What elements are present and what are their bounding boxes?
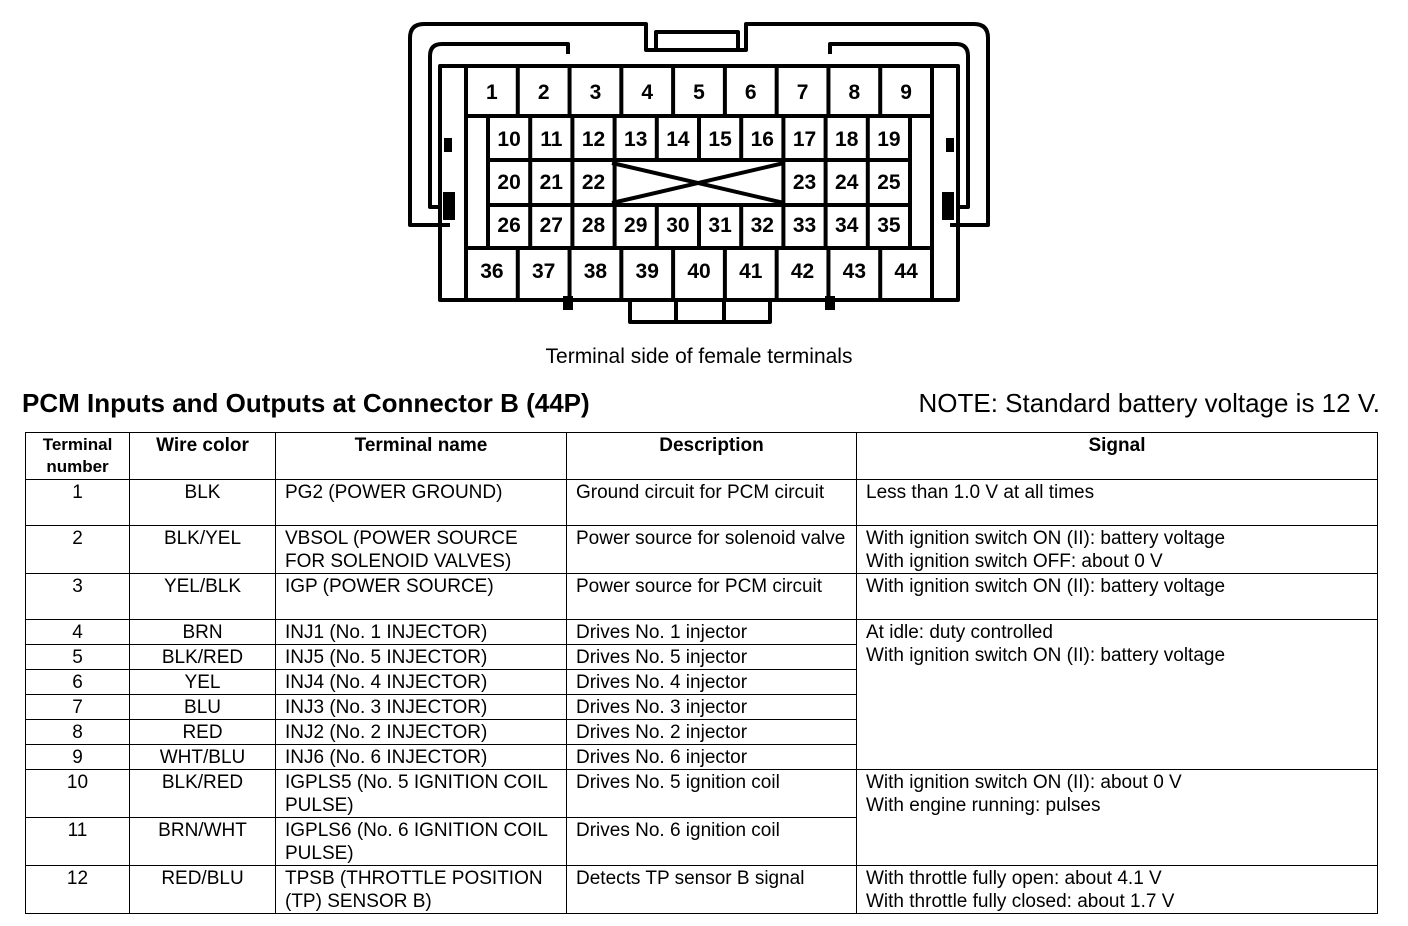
description: Power source for solenoid valve (567, 526, 857, 574)
terminal-number: 11 (26, 818, 130, 866)
terminal-19: 19 (877, 128, 901, 151)
terminal-9: 9 (900, 81, 912, 104)
description: Drives No. 1 injector (567, 620, 857, 645)
description: Drives No. 3 injector (567, 695, 857, 720)
terminal-13: 13 (624, 128, 648, 151)
terminal-name: INJ3 (No. 3 INJECTOR) (276, 695, 567, 720)
header-terminal-name: Terminal name (276, 433, 567, 480)
terminal-17: 17 (792, 128, 817, 151)
description: Drives No. 6 injector (567, 745, 857, 770)
pinout-table (25, 432, 1378, 914)
terminal-name: PG2 (POWER GROUND) (276, 480, 567, 526)
locking-tab (656, 32, 738, 50)
voltage-note: NOTE: Standard battery voltage is 12 V. (918, 388, 1380, 418)
terminal-39: 39 (635, 260, 659, 283)
bottom-tab (630, 300, 770, 322)
terminal-name: INJ4 (No. 4 INJECTOR) (276, 670, 567, 695)
header-description: Description (567, 433, 857, 480)
wire-color: RED (130, 720, 276, 745)
terminal-number: 6 (26, 670, 130, 695)
description: Drives No. 6 ignition coil (567, 818, 857, 866)
description: Drives No. 4 injector (567, 670, 857, 695)
terminal-20: 20 (497, 171, 521, 194)
terminal-33: 33 (792, 214, 817, 237)
latch-right (942, 192, 954, 220)
table-row (26, 620, 1378, 645)
terminal-34: 34 (835, 214, 859, 237)
terminal-21: 21 (539, 171, 563, 194)
terminal-12: 12 (581, 128, 606, 151)
terminal-43: 43 (842, 260, 867, 283)
terminal-number: 1 (26, 480, 130, 526)
terminal-2: 2 (537, 81, 550, 104)
signal: At idle: duty controlled With ignition switch ON (II): battery voltage (857, 620, 1378, 770)
terminal-29: 29 (624, 214, 648, 237)
connector-diagram (0, 0, 1408, 340)
terminal-23: 23 (792, 171, 817, 194)
terminal-number: 3 (26, 574, 130, 620)
terminal-5: 5 (693, 81, 705, 104)
terminal-25: 25 (877, 171, 901, 194)
wire-color: BRN/WHT (130, 818, 276, 866)
signal: With ignition switch ON (II): about 0 V With engine running: pulses (857, 770, 1378, 866)
terminal-name: IGPLS6 (No. 6 IGNITION COIL PULSE) (276, 818, 567, 866)
description: Drives No. 2 injector (567, 720, 857, 745)
terminal-number: 4 (26, 620, 130, 645)
wire-color: WHT/BLU (130, 745, 276, 770)
terminal-3: 3 (589, 81, 602, 104)
terminal-name: VBSOL (POWER SOURCE FOR SOLENOID VALVES) (276, 526, 567, 574)
description: Ground circuit for PCM circuit (567, 480, 857, 526)
terminal-name: INJ1 (No. 1 INJECTOR) (276, 620, 567, 645)
terminal-28: 28 (581, 214, 606, 237)
terminal-26: 26 (497, 214, 521, 237)
description: Power source for PCM circuit (567, 574, 857, 620)
wire-color: BLU (130, 695, 276, 720)
terminal-32: 32 (750, 214, 774, 237)
terminal-15: 15 (708, 128, 732, 151)
description: Detects TP sensor B signal (567, 866, 857, 914)
latch-left (443, 192, 455, 220)
page-title: PCM Inputs and Outputs at Connector B (44P) (22, 388, 590, 418)
terminal-18: 18 (835, 128, 859, 151)
terminal-35: 35 (877, 214, 901, 237)
terminal-40: 40 (687, 260, 711, 283)
terminal-number: 10 (26, 770, 130, 818)
terminal-41: 41 (739, 260, 763, 283)
terminal-6: 6 (744, 81, 757, 104)
wire-color: BLK/RED (130, 770, 276, 818)
terminal-16: 16 (750, 128, 774, 151)
terminal-37: 37 (531, 260, 556, 283)
terminal-number: 9 (26, 745, 130, 770)
terminal-8: 8 (848, 81, 861, 104)
terminal-name: INJ2 (No. 2 INJECTOR) (276, 720, 567, 745)
terminal-number: 2 (26, 526, 130, 574)
terminal-number: 7 (26, 695, 130, 720)
terminal-38: 38 (583, 260, 608, 283)
terminal-name: IGPLS5 (No. 5 IGNITION COIL PULSE) (276, 770, 567, 818)
wire-color: BRN (130, 620, 276, 645)
terminal-42: 42 (790, 260, 815, 283)
terminal-30: 30 (666, 214, 690, 237)
header-signal: Signal (857, 433, 1378, 480)
signal: Less than 1.0 V at all times (857, 480, 1378, 526)
terminal-4: 4 (641, 81, 654, 104)
terminal-name: INJ6 (No. 6 INJECTOR) (276, 745, 567, 770)
terminal-22: 22 (581, 171, 606, 194)
terminal-10: 10 (497, 128, 521, 151)
wire-color: BLK/RED (130, 645, 276, 670)
blank-cavity (612, 163, 784, 203)
terminal-44: 44 (894, 260, 918, 283)
table-row (26, 526, 1378, 574)
header-wire-color: Wire color (130, 433, 276, 480)
terminal-24: 24 (835, 171, 859, 194)
wire-color: YEL (130, 670, 276, 695)
wire-color: BLK (130, 480, 276, 526)
terminal-name: TPSB (THROTTLE POSITION (TP) SENSOR B) (276, 866, 567, 914)
wire-color: BLK/YEL (130, 526, 276, 574)
signal: With throttle fully open: about 4.1 V With throttle fully closed: about 1.7 V (857, 866, 1378, 914)
terminal-number: 8 (26, 720, 130, 745)
table-header-row (26, 433, 1378, 480)
connector-caption: Terminal side of female terminals (545, 345, 853, 368)
signal: With ignition switch ON (II): battery voltage With ignition switch OFF: about 0 V (857, 526, 1378, 574)
terminal-number: 12 (26, 866, 130, 914)
wire-color: RED/BLU (130, 866, 276, 914)
terminal-name: IGP (POWER SOURCE) (276, 574, 567, 620)
header-terminal-number: Terminal number (26, 433, 130, 480)
table-row (26, 770, 1378, 818)
table-row (26, 480, 1378, 526)
description: Drives No. 5 injector (567, 645, 857, 670)
terminal-name: INJ5 (No. 5 INJECTOR) (276, 645, 567, 670)
wire-color: YEL/BLK (130, 574, 276, 620)
table-row (26, 866, 1378, 914)
terminal-7: 7 (796, 81, 809, 104)
terminal-36: 36 (480, 260, 504, 283)
terminal-31: 31 (708, 214, 732, 237)
signal: With ignition switch ON (II): battery voltage (857, 574, 1378, 620)
terminal-27: 27 (539, 214, 563, 237)
terminal-11: 11 (540, 128, 563, 151)
terminal-1: 1 (486, 81, 498, 104)
description: Drives No. 5 ignition coil (567, 770, 857, 818)
terminal-number: 5 (26, 645, 130, 670)
table-row (26, 574, 1378, 620)
terminal-14: 14 (666, 128, 690, 151)
